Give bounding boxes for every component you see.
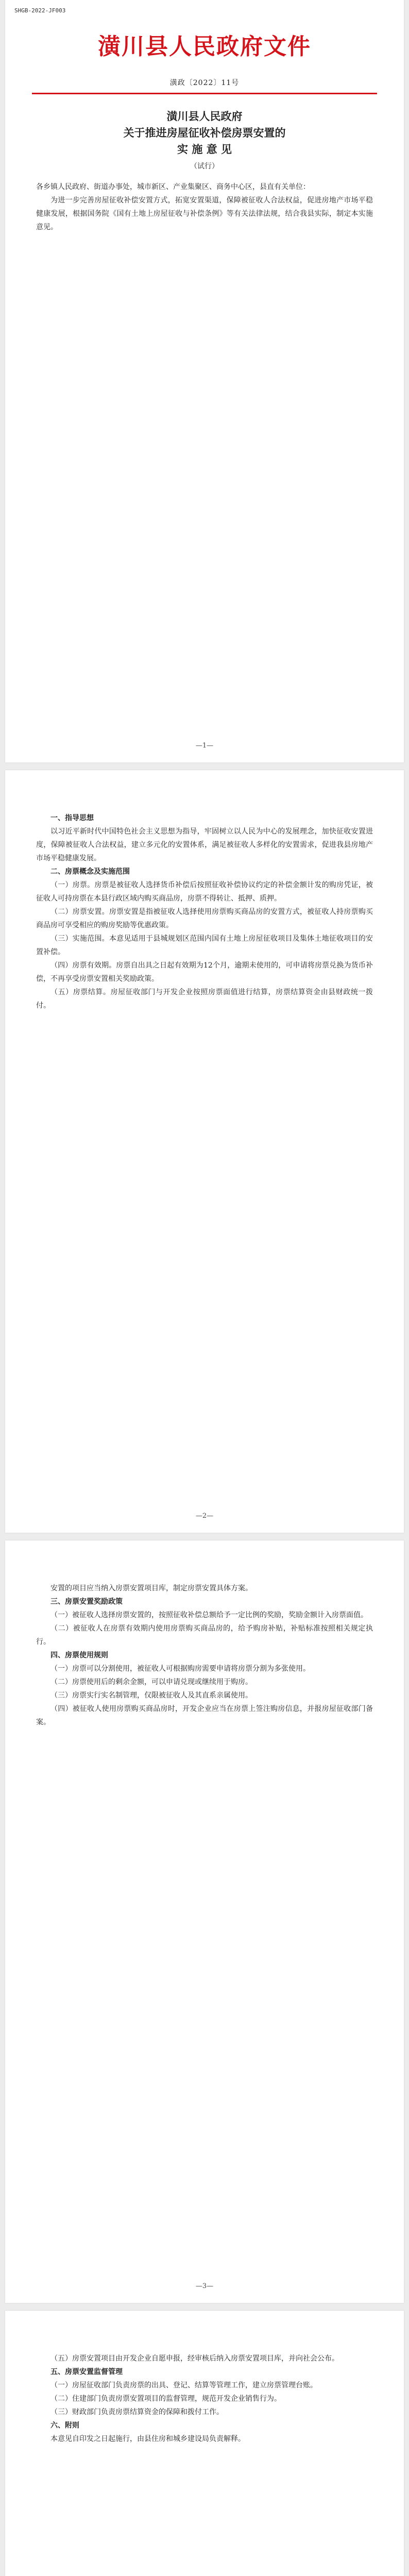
section-heading: 六、附则	[50, 2421, 79, 2430]
body-paragraph: （五）房票结算。房屋征收部门与开发企业按照房票面值进行结算，房票结算资金由县财政统一拨付。	[36, 988, 373, 1010]
body-paragraph: （二）被征收人在房票有效期内使用房票购买商品房的，给予购房补贴，补贴标准按照相关规定执行。	[36, 1624, 373, 1646]
intro-paragraph: 为进一步完善房屋征收补偿安置方式，拓宽安置渠道，保障被征收人合法权益，促进房地产市场平稳健康发展，根据国务院《国有土地上房屋征收与补偿条例》等有关法律法规，结合我县实际，制定本实施意见。	[36, 196, 373, 231]
section-heading: 四、房票使用规则	[50, 1651, 108, 1659]
issue-number: 潢政〔2022〕11号	[169, 79, 240, 87]
body-paragraph: （四）房票有效期。房票自出具之日起有效期为12个月，逾期未使用的，可申请将房票兑换为货币补偿，不再享受房票安置相关奖励政策。	[36, 961, 373, 983]
red-separator-line	[32, 93, 377, 94]
body-paragraph: （二）房票安置。房票安置是指被征收人选择使用房票购买商品房的安置方式，被征收人持房票购买商品房可享受相应的购房奖励等优惠政策。	[36, 908, 373, 929]
document-code: SHGB-2022-JF003	[14, 7, 66, 14]
body-paragraph: （三）房票实行实名制管理，仅限被征收人及其直系亲属使用。	[50, 1691, 252, 1700]
body-paragraph: （三）财政部门负责房票结算资金的保障和拨付工作。	[50, 2408, 224, 2416]
body-paragraph: （三）实施范围。本意见适用于县城规划区范围内国有土地上房屋征收项目及集体土地征收项目的安置补偿。	[36, 935, 373, 956]
document-title-line-2: 关于推进房屋征收补偿房票安置的	[123, 126, 286, 139]
body-paragraph: （一）房屋征收部门负责房票的出具、登记、结算等管理工作，建立房票管理台账。	[50, 2381, 317, 2389]
body-paragraph: （二）房票使用后的剩余金额，可以申请兑现或继续用于购房。	[50, 1678, 252, 1686]
document-page-4	[5, 2311, 404, 2576]
section-heading: 二、房票概念及实施范围	[50, 868, 130, 876]
section-heading: 三、房票安置奖励政策	[50, 1598, 123, 1606]
body-paragraph: （四）被征收人使用房票购买商品房时，开发企业应当在房票上签注购房信息，并报房屋征收部门备案。	[36, 1705, 373, 1726]
body-paragraph: （一）房票可以分割使用，被征收人可根据购房需要申请将房票分割为多张使用。	[50, 1665, 310, 1673]
body-paragraph: （二）住建部门负责房票安置项目的监督管理，规范开发企业销售行为。	[50, 2395, 281, 2403]
salutation: 各乡镇人民政府、街道办事处，城市新区、产业集聚区、商务中心区，县直有关单位：	[36, 183, 310, 191]
body-paragraph: （一）房票。房票是被征收人选择货币补偿后按照征收补偿协议约定的补偿金额计发的购房凭证，被征收人可持房票在本县行政区域内购买商品房，房票不得转让、抵押、质押。	[36, 881, 373, 903]
body-paragraph: 安置的项目应当纳入房票安置项目库，制定房票安置具体方案。	[50, 1584, 252, 1592]
body-paragraph: （一）被征收人选择房票安置的，按照征收补偿总额给予一定比例的奖励，奖励金额计入房票面值。	[50, 1611, 368, 1619]
trial-label: （试行）	[190, 162, 219, 171]
section-heading: 一、指导思想	[50, 814, 94, 822]
document-title-line-3: 实 施 意 见	[177, 143, 232, 156]
document-title-line-1: 潢川县人民政府	[166, 110, 243, 123]
page-number: —3—	[195, 2282, 214, 2290]
page-number: —2—	[195, 1512, 214, 1520]
document-page-3	[5, 1540, 404, 2303]
section-heading: 五、房票安置监督管理	[50, 2368, 123, 2376]
body-paragraph: 以习近平新时代中国特色社会主义思想为指导，牢固树立以人民为中心的发展理念，加快征收安置进度，保障被征收人合法权益，建立多元化的安置体系，满足被征收人多样化的安置需求，促进我县房地产市场平稳健康发展。	[36, 827, 373, 862]
page-number: —1—	[195, 742, 214, 750]
body-paragraph: （五）房票安置项目由开发企业自愿申报，经审核后纳入房票安置项目库，并向社会公布。	[50, 2354, 339, 2363]
document-page-2	[5, 770, 404, 1533]
document-page-1	[5, 0, 404, 762]
issuing-organization-title: 潢川县人民政府文件	[98, 33, 311, 60]
body-paragraph: 本意见自印发之日起施行，由县住房和城乡建设局负责解释。	[50, 2435, 245, 2443]
